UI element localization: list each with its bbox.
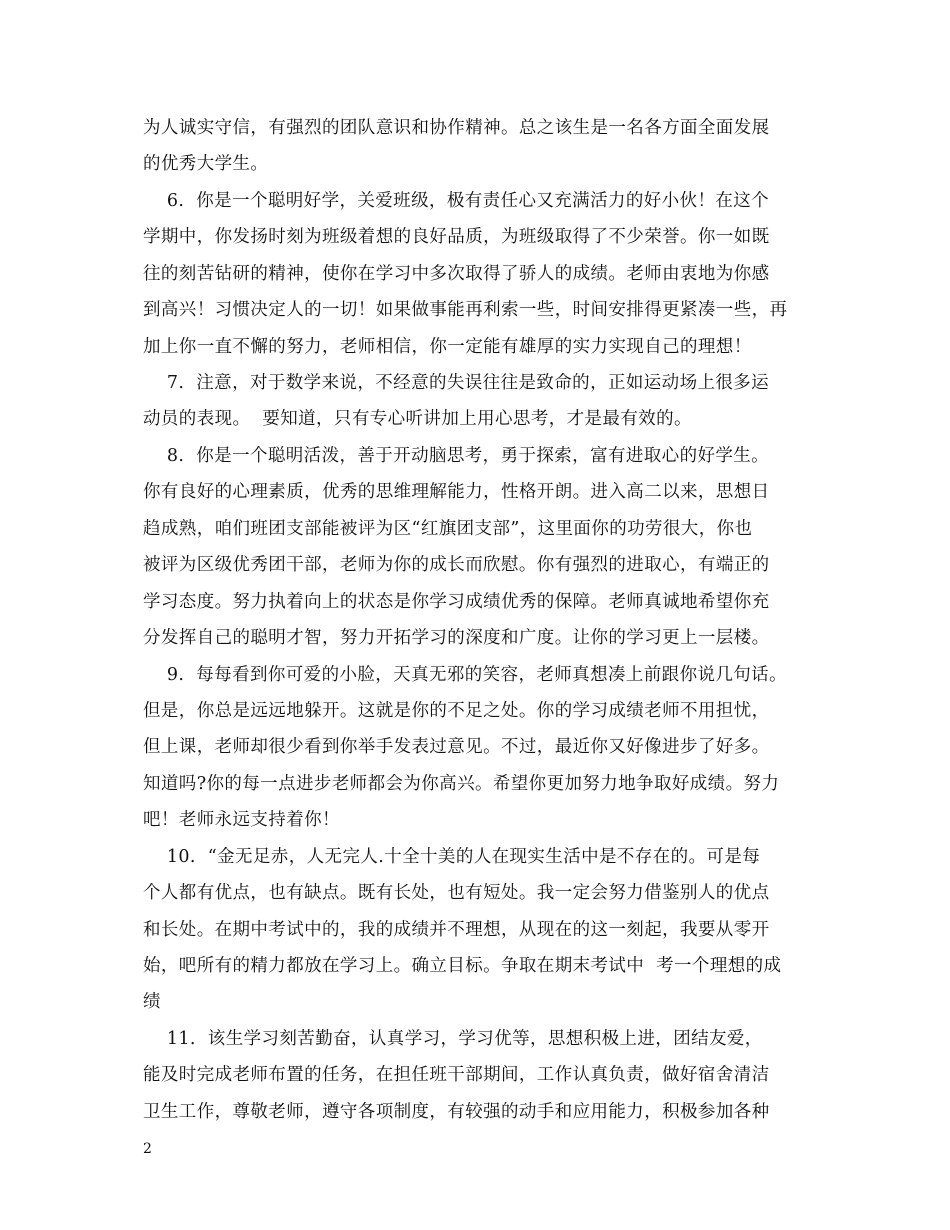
text-line: 动员的表现。 要知道，只有专心听讲加上用心思考，才是最有效的。 bbox=[143, 409, 692, 429]
text-line: 学习态度。努力执着向上的状态是你学习成绩优秀的保障。老师真诚地希望你充 bbox=[143, 592, 770, 612]
text-line: 9. 每每看到你可爱的小脸，天真无邪的笑容，老师真想凑上前跟你说几句话。 bbox=[143, 665, 787, 685]
text-line: 6. 你是一个聪明好学，关爱班级，极有责任心又充满活力的好小伙！在这个 bbox=[143, 191, 770, 211]
text-line: 和长处。在期中考试中的，我的成绩并不理想，从现在的这一刻起，我要从零开 bbox=[143, 920, 770, 940]
text-line: 往的刻苦钻研的精神，使你在学习中多次取得了骄人的成绩。老师由衷地为你感 bbox=[143, 264, 770, 284]
text-line: 但是，你总是远远地躲开。这就是你的不足之处。你的学习成绩老师不用担忧， bbox=[143, 701, 770, 721]
text-line: 你有良好的心理素质，优秀的思维理解能力，性格开朗。进入高二以来，思想日 bbox=[143, 482, 770, 502]
text-line: 的优秀大学生。 bbox=[143, 154, 269, 174]
text-line: 吧！老师永远支持着你！ bbox=[143, 810, 340, 830]
text-line: 绩 bbox=[143, 992, 161, 1012]
text-line: 10. “金无足赤，人无完人.十全十美的人在现实生活中是不存在的。可是每 bbox=[143, 847, 761, 867]
text-line: 7. 注意，对于数学来说，不经意的失误往往是致命的，正如运动场上很多运 bbox=[143, 373, 770, 393]
text-line: 但上课，老师却很少看到你举手发表过意见。不过，最近你又好像进步了好多。 bbox=[143, 737, 770, 757]
text-line: 能及时完成老师布置的任务，在担任班干部期间，工作认真负责，做好宿舍清洁 bbox=[143, 1065, 770, 1085]
text-line: 分发挥自己的聪明才智，努力开拓学习的深度和广度。让你的学习更上一层楼。 bbox=[143, 628, 770, 648]
text-line: 趋成熟，咱们班团支部能被评为区“红旗团支部”，这里面你的功劳很大，你也 bbox=[143, 519, 753, 539]
text-line: 到高兴！习惯决定人的一切！如果做事能再利索一些，时间安排得更紧凑一些，再 bbox=[143, 300, 788, 320]
text-line: 加上你一直不懈的努力，老师相信，你一定能有雄厚的实力实现自己的理想！ bbox=[143, 337, 752, 357]
text-line: 为人诚实守信，有强烈的团队意识和协作精神。总之该生是一名各方面全面发展 bbox=[143, 118, 770, 138]
text-line: 8. 你是一个聪明活泼，善于开动脑思考，勇于探索，富有进取心的好学生。 bbox=[143, 446, 770, 466]
text-line: 11. 该生学习刻苦勤奋，认真学习，学习优等，思想积极上进，团结友爱， bbox=[143, 1029, 763, 1049]
text-line: 个人都有优点，也有缺点。既有长处，也有短处。我一定会努力借鉴别人的优点 bbox=[143, 883, 770, 903]
text-line: 始，吧所有的精力都放在学习上。确立目标。争取在期末考试中 考一个理想的成 bbox=[143, 956, 782, 976]
text-line: 卫生工作，尊敬老师，遵守各项制度，有较强的动手和应用能力，积极参加各种 bbox=[143, 1102, 770, 1122]
text-line: 学期中，你发扬时刻为班级着想的良好品质，为班级取得了不少荣誉。你一如既 bbox=[143, 227, 770, 247]
page-number: 2 bbox=[143, 1141, 152, 1157]
text-line: 被评为区级优秀团干部，老师为你的成长而欣慰。你有强烈的进取心，有端正的 bbox=[143, 555, 770, 575]
text-line: 知道吗?你的每一点进步老师都会为你高兴。希望你更加努力地争取好成绩。努力 bbox=[143, 774, 780, 794]
